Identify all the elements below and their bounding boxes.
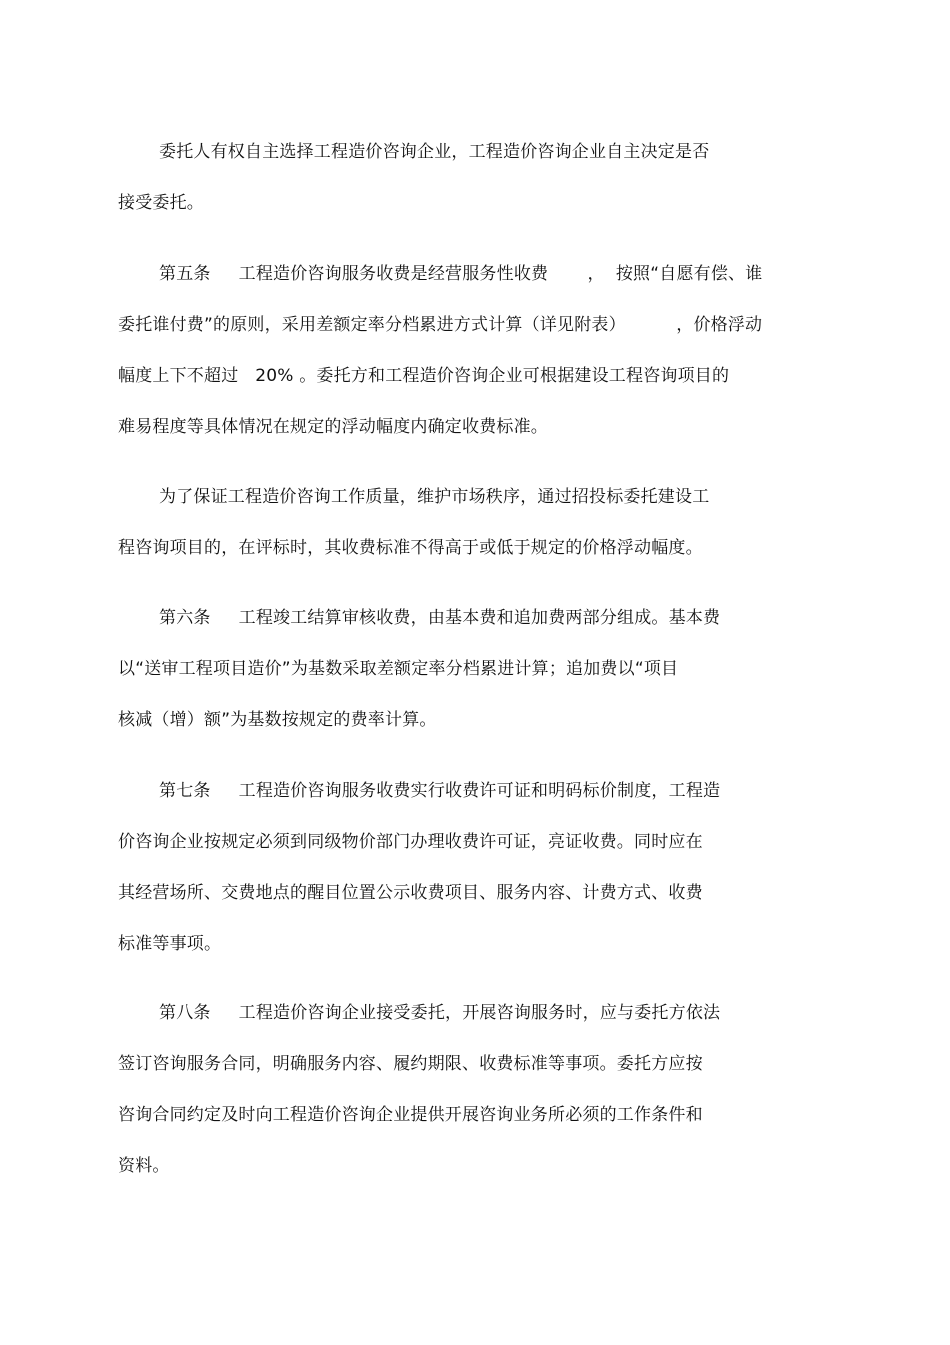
paragraph-line: 委托谁付费”的原则，采用差额定率分档累进方式计算（详见附表） ，价格浮动 — [118, 315, 763, 335]
paragraph-line: 标准等事项。 — [118, 934, 222, 954]
paragraph-article-8 — [118, 988, 838, 1192]
paragraph-line: 难易程度等具体情况在规定的浮动幅度内确定收费标准。 — [118, 417, 548, 437]
paragraph-line: 咨询合同约定及时向工程造价咨询企业提供开展咨询业务所必须的工作条件和 — [118, 1105, 703, 1125]
paragraph-line: 为了保证工程造价咨询工作质量，维护市场秩序，通过招投标委托建设工 — [159, 487, 710, 507]
paragraph-line: 幅度上下不超过 20% 。委托方和工程造价咨询企业可根据建设工程咨询项目的 — [118, 366, 730, 386]
paragraph-line: 接受委托。 — [118, 193, 204, 213]
paragraph-line: 核减（增）额”为基数按规定的费率计算。 — [118, 710, 437, 730]
paragraph-line: 第五条 工程造价咨询服务收费是经营服务性收费 ， 按照“自愿有偿、谁 — [159, 264, 763, 284]
paragraph-line: 价咨询企业按规定必须到同级物价部门办理收费许可证，亮证收费。同时应在 — [118, 832, 703, 852]
paragraph-article-6 — [118, 593, 838, 746]
paragraph-entrust-choice — [118, 127, 838, 229]
paragraph-line: 第七条 工程造价咨询服务收费实行收费许可证和明码标价制度，工程造 — [159, 781, 721, 801]
paragraph-bidding-quality — [118, 472, 838, 574]
paragraph-article-5 — [118, 249, 838, 453]
paragraph-line: 资料。 — [118, 1156, 170, 1176]
paragraph-line: 第八条 工程造价咨询企业接受委托，开展咨询服务时，应与委托方依法 — [159, 1003, 721, 1023]
paragraph-line: 委托人有权自主选择工程造价咨询企业，工程造价咨询企业自主决定是否 — [159, 142, 710, 162]
paragraph-line: 签订咨询服务合同，明确服务内容、履约期限、收费标准等事项。委托方应按 — [118, 1054, 703, 1074]
paragraph-line: 其经营场所、交费地点的醒目位置公示收费项目、服务内容、计费方式、收费 — [118, 883, 703, 903]
paragraph-line: 程咨询项目的，在评标时，其收费标准不得高于或低于规定的价格浮动幅度。 — [118, 538, 703, 558]
paragraph-line: 第六条 工程竣工结算审核收费，由基本费和追加费两部分组成。基本费 — [159, 608, 721, 628]
paragraph-line: 以“送审工程项目造价”为基数采取差额定率分档累进计算；追加费以“项目 — [118, 659, 679, 679]
paragraph-article-7 — [118, 766, 838, 970]
